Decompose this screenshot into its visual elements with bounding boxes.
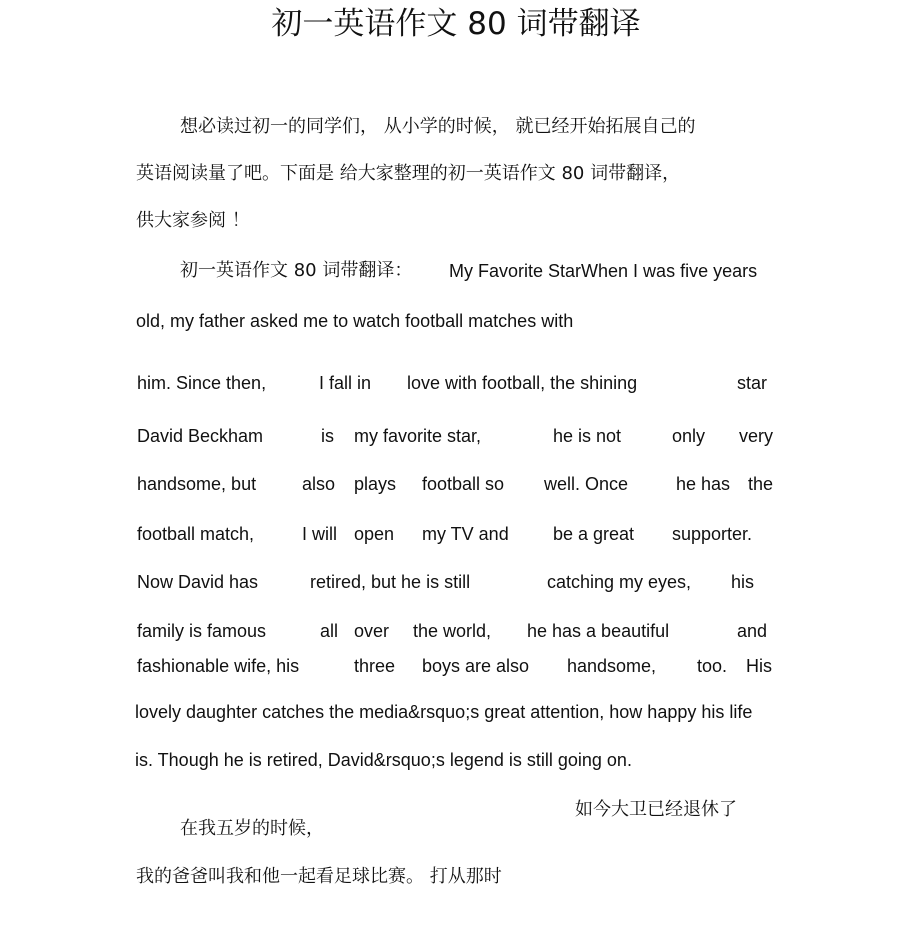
essay-heading-label: 初一英语作文 80 词带翻译： [180,260,413,281]
essay-word: the [748,474,774,494]
essay-word: catching my eyes, [547,572,692,592]
essay-word: handsome, [567,656,657,676]
essay-word: too. [697,656,728,676]
essay-word: handsome, but [137,474,257,494]
essay-line-2: old, my father asked me to watch football matches with [136,311,574,331]
essay-word: love with football, the shining [407,373,638,393]
essay-word: three [354,656,396,676]
essay-word: only [672,426,706,446]
essay-word: my TV and [422,524,509,544]
essay-word: Now David has [137,572,259,592]
intro-line-3: 供大家参阅 ！ [136,210,250,231]
essay-word: the world, [413,621,492,641]
essay-word: I will [302,524,337,544]
essay-word: boys are also [422,656,530,676]
essay-line-tail-1: lovely daughter catches the media&rsquo;s great attention, how happy his life [135,702,753,722]
essay-word: him. Since then, [137,373,267,393]
essay-word: I fall in [319,373,372,393]
essay-word: and [737,621,768,641]
essay-word: his [731,572,755,592]
essay-word: family is famous [137,621,267,641]
essay-word: is [321,426,334,446]
essay-word: His [746,656,772,676]
essay-word: very [739,426,774,446]
essay-word: football match, [137,524,255,544]
essay-word: open [354,524,395,544]
essay-word: retired, but he is still [310,572,471,592]
essay-word: David Beckham [137,426,264,446]
essay-word: my favorite star, [354,426,482,446]
essay-first-sentence: My Favorite StarWhen I was five years [449,261,758,281]
essay-word: he is not [553,426,622,446]
essay-word: football so [422,474,505,494]
translation-line-1: 在我五岁的时候， [180,818,324,839]
essay-word: over [354,621,390,641]
essay-word: plays [354,474,397,494]
intro-line-2: 英语阅读量了吧。下面是 给大家整理的初一英语作文 80 词带翻译， [136,163,681,184]
essay-word: star [737,373,768,393]
essay-word: supporter. [672,524,753,544]
essay-word: he has [676,474,731,494]
intro-line-1: 想必读过初一的同学们， 从小学的时候， 就已经开始拓展自己的 [180,116,696,137]
essay-word: all [320,621,339,641]
essay-word: he has a beautiful [527,621,670,641]
document-title: 初一英语作文 80 词带翻译 [271,6,641,42]
translation-line-2: 我的爸爸叫我和他一起看足球比赛。 打从那时 [136,866,502,887]
translation-fragment: 如今大卫已经退休了 [575,799,737,820]
essay-word: also [302,474,336,494]
essay-word: well. Once [544,474,629,494]
essay-word: be a great [553,524,635,544]
essay-line-tail-2: is. Though he is retired, David&rsquo;s legend is still going on. [135,750,632,770]
essay-word: fashionable wife, his [137,656,300,676]
